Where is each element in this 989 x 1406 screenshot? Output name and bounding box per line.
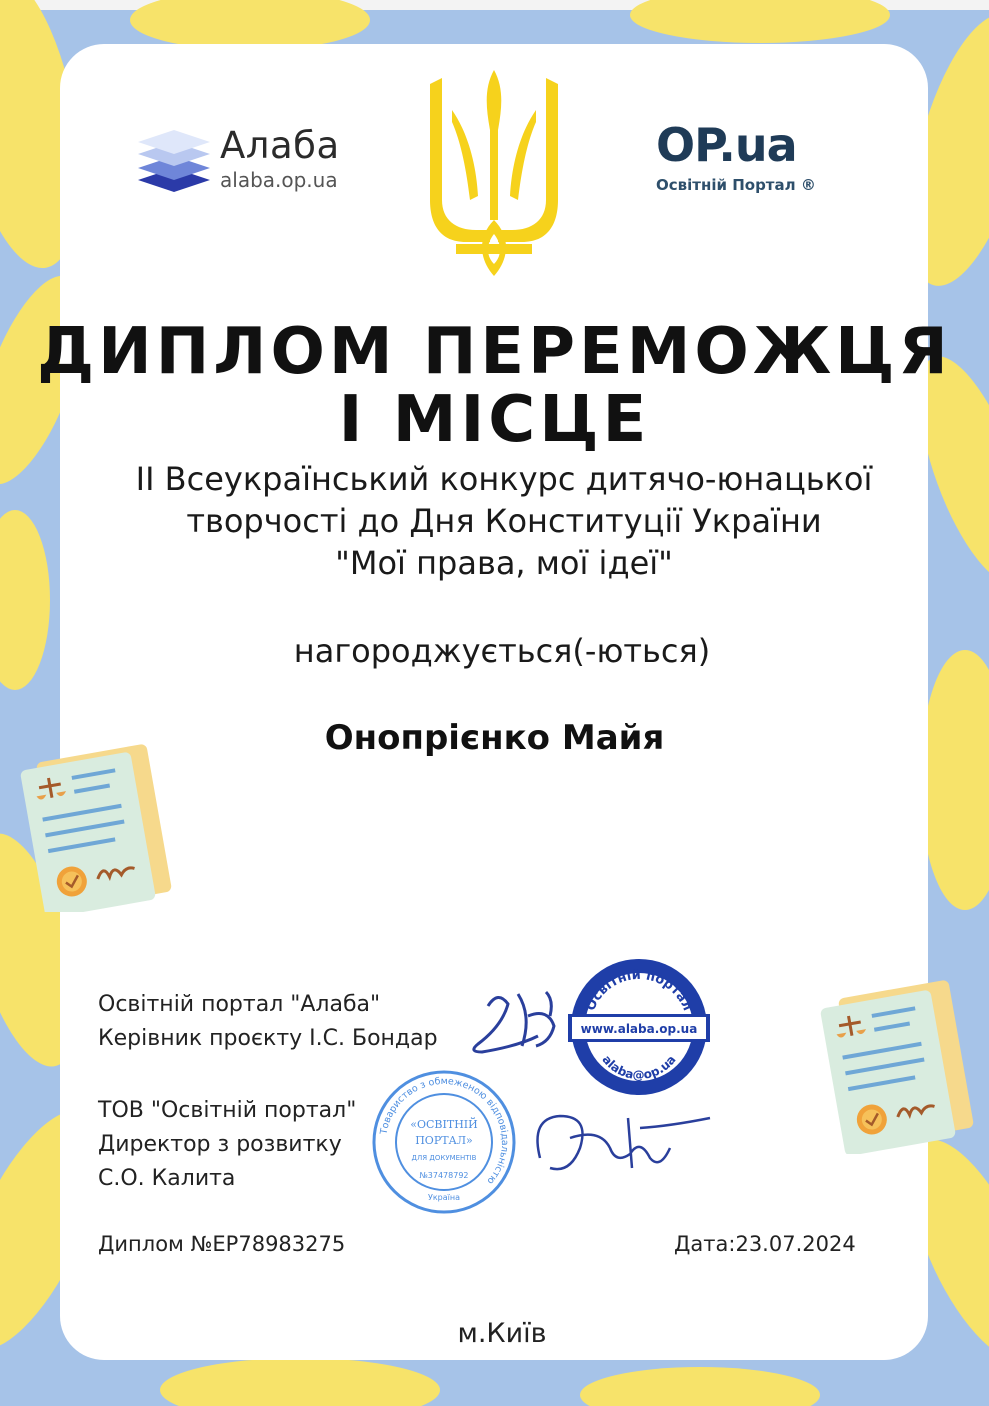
op-logo-suffix-text: .ua bbox=[718, 118, 797, 172]
contest-line-3: "Мої права, мої ідеї" bbox=[335, 544, 673, 582]
op-ua-logo-main bbox=[656, 118, 797, 172]
stamp-alaba-center-text: www.alaba.op.ua bbox=[580, 1022, 698, 1036]
stamp-alaba-bottom-text: alaba@op.ua bbox=[599, 1052, 679, 1083]
alaba-logo bbox=[136, 122, 366, 194]
op-logo-main-text: OP bbox=[656, 118, 719, 172]
trident-icon bbox=[426, 70, 562, 276]
stamp-osvitniy-portal bbox=[370, 1068, 518, 1216]
stamp-center-line3: ДЛЯ ДОКУМЕНТІВ bbox=[411, 1154, 477, 1162]
stamp-code: №37478792 bbox=[419, 1171, 469, 1180]
contest-line-2: творчості до Дня Конституції України bbox=[186, 502, 822, 540]
stamp-alaba-top-text: Освітній портал bbox=[583, 967, 695, 1014]
signature-kalyta bbox=[520, 1098, 720, 1188]
diploma-date: Дата:23.07.2024 bbox=[674, 1232, 856, 1256]
awarded-text: нагороджується(-ються) bbox=[293, 632, 711, 670]
signatory-op-role: Директор з розвитку bbox=[98, 1132, 342, 1157]
law-document-icon-right bbox=[816, 978, 980, 1154]
diploma-title-line2: І МІСЦЕ bbox=[338, 383, 651, 457]
contest-line-1: ІІ Всеукраїнський конкурс дитячо-юнацької bbox=[135, 460, 873, 498]
alaba-logo-url: alaba.op.ua bbox=[220, 168, 338, 192]
signatory-op bbox=[98, 1094, 356, 1196]
law-document-icon bbox=[18, 742, 178, 912]
stamp-country: Україна bbox=[427, 1193, 461, 1202]
op-logo-subtitle-text: Освітній Портал bbox=[656, 176, 796, 194]
signatory-op-org: ТОВ "Освітній портал" bbox=[98, 1098, 357, 1123]
op-ua-logo-subtitle bbox=[656, 176, 816, 194]
stamp-alaba bbox=[566, 954, 712, 1100]
city: м.Київ bbox=[457, 1318, 547, 1349]
registered-mark: ® bbox=[800, 176, 816, 194]
diploma-title-line1: ДИПЛОМ ПЕРЕМОЖЦЯ bbox=[37, 315, 952, 389]
winner-name: Онопрієнко Майя bbox=[324, 718, 665, 758]
signatory-op-person: С.О. Калита bbox=[98, 1166, 236, 1191]
diploma-number: Диплом №EP78983275 bbox=[98, 1232, 346, 1256]
stamp-center-line1: «ОСВІТНІЙ bbox=[410, 1118, 478, 1131]
stamp-ring-text: Товариство з обмеженою відповідальністю bbox=[378, 1075, 511, 1187]
stamp-center-line2: ПОРТАЛ» bbox=[415, 1134, 473, 1147]
alaba-logo-name: Алаба bbox=[220, 124, 340, 167]
signatory-alaba-role: Керівник проєкту І.С. Бондар bbox=[98, 1026, 438, 1051]
op-ua-logo bbox=[652, 118, 832, 202]
layers-stack-icon bbox=[136, 128, 212, 192]
diploma-title bbox=[0, 315, 989, 457]
contest-description bbox=[0, 458, 989, 584]
signatory-alaba bbox=[98, 988, 438, 1056]
signatory-alaba-org: Освітній портал "Алаба" bbox=[98, 992, 381, 1017]
